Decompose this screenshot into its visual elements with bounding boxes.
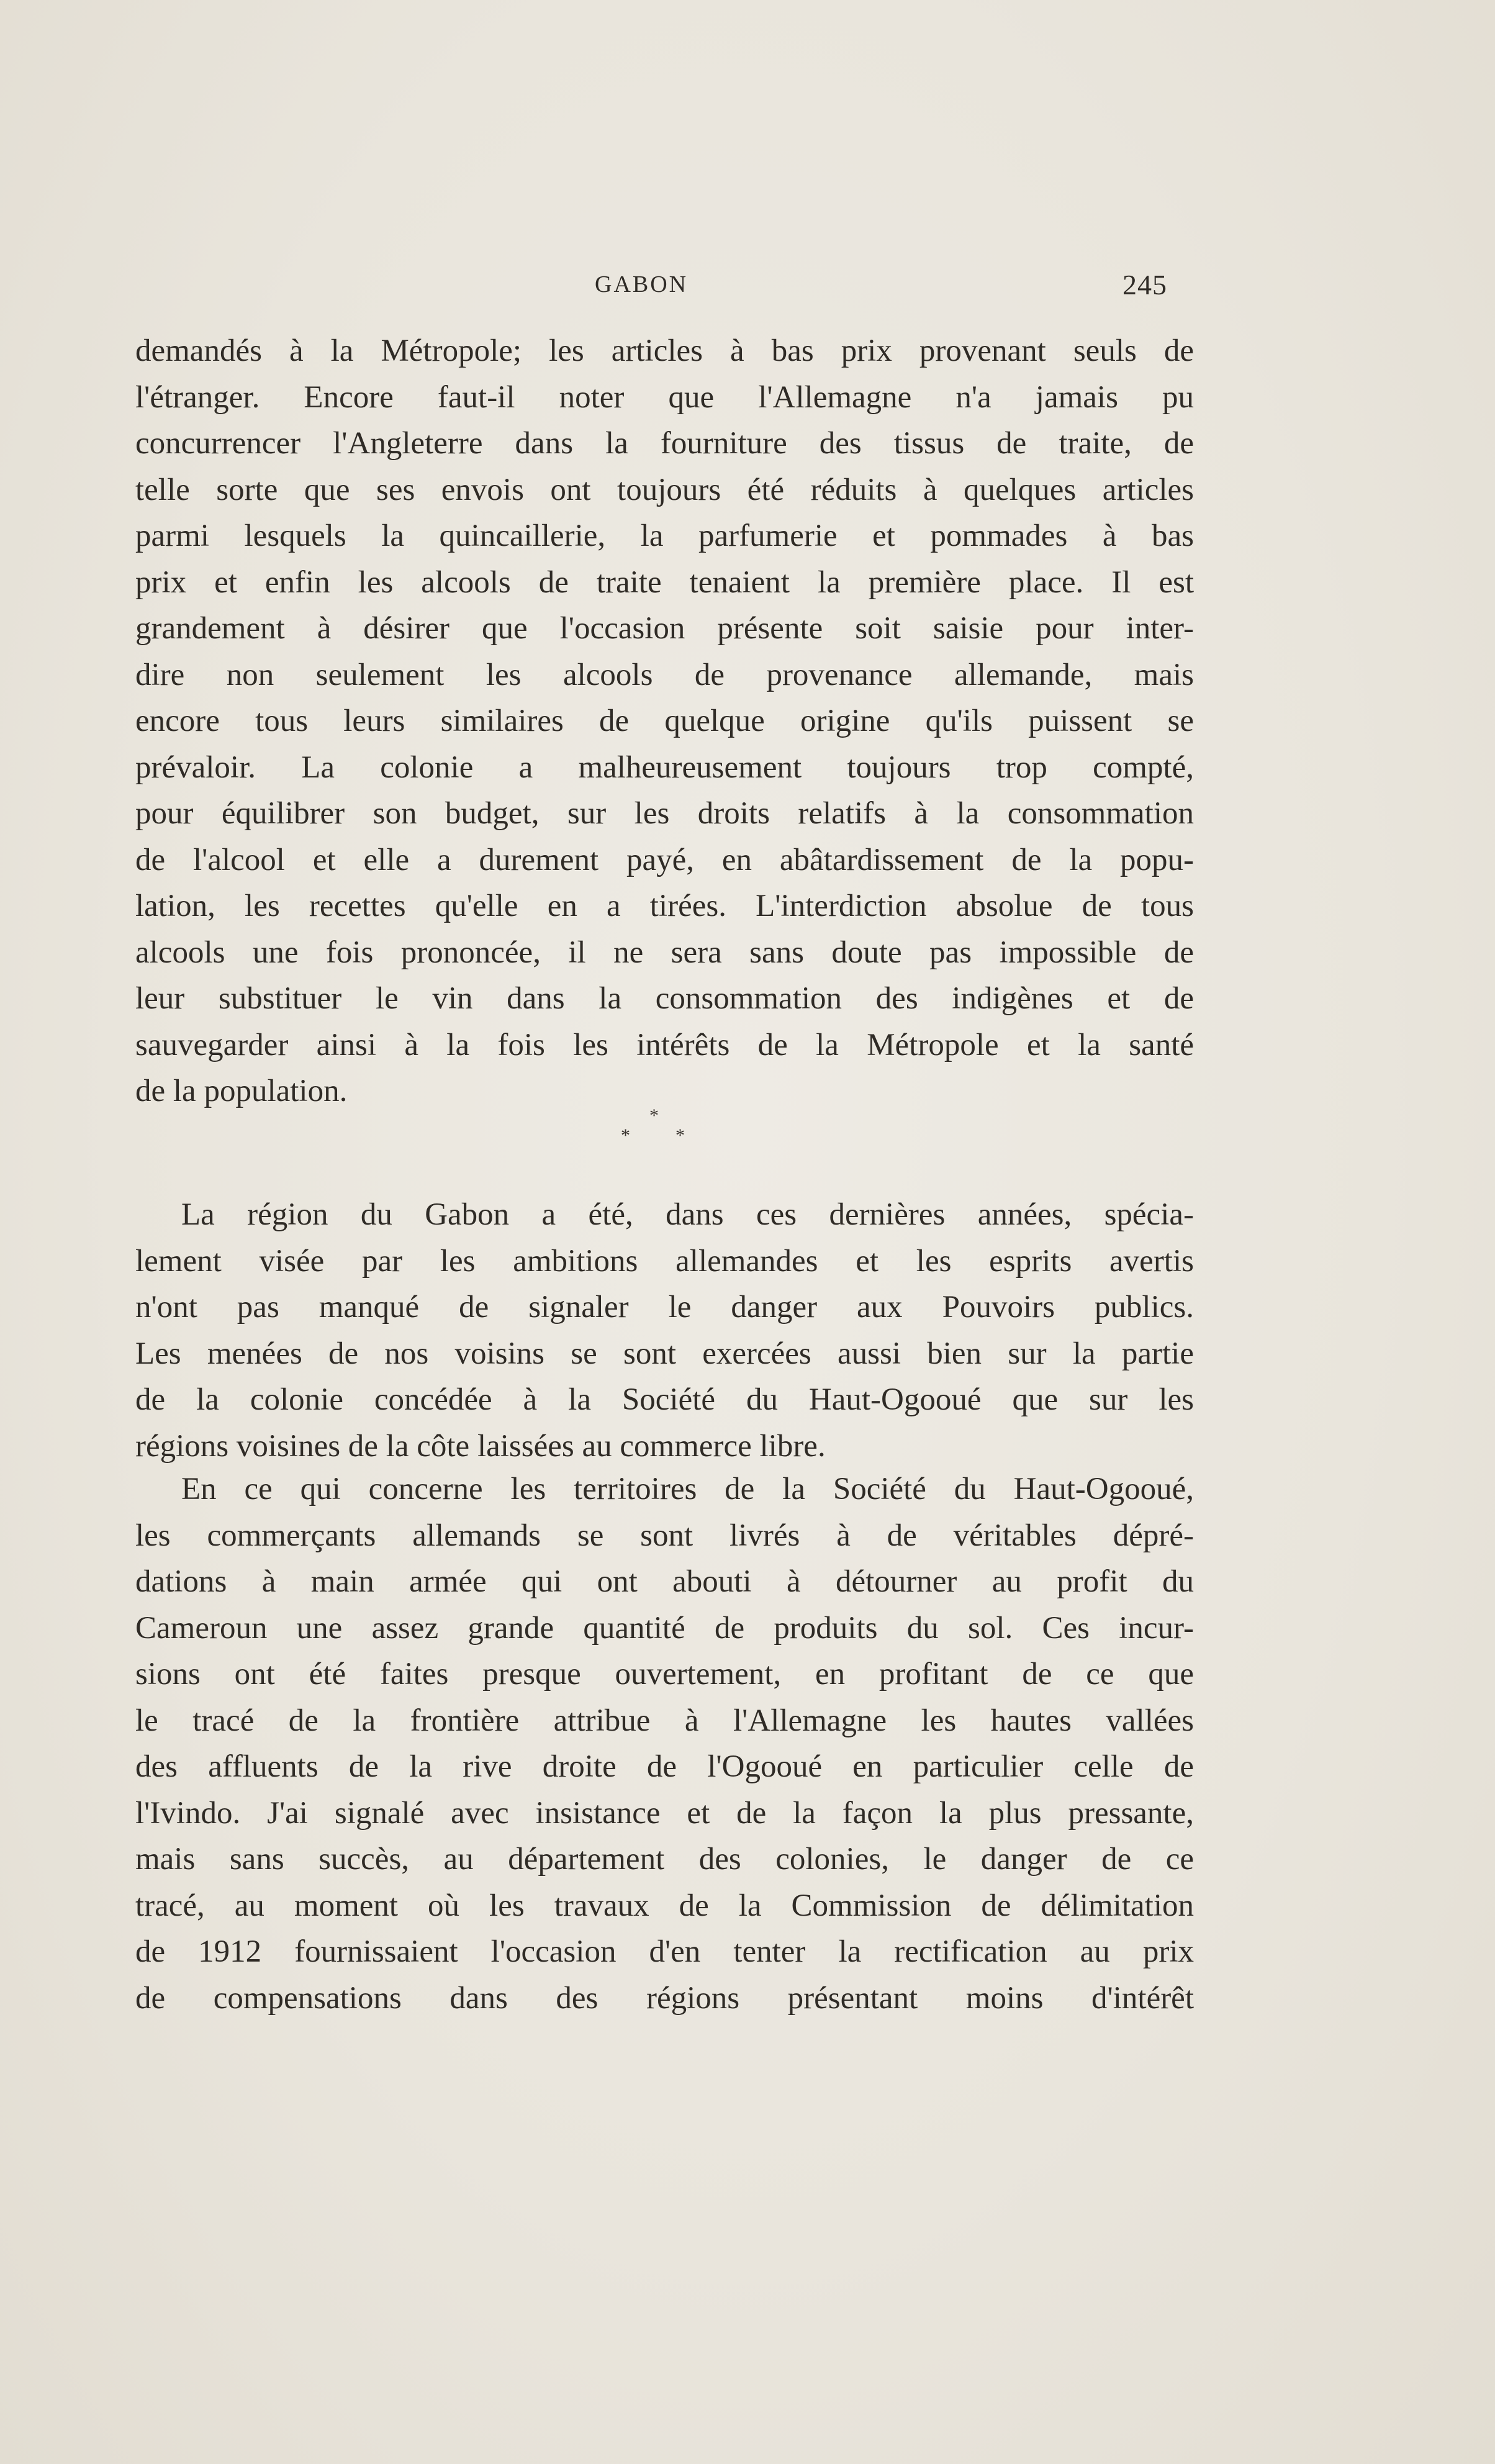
text-line: dations à main armée qui ont abouti à détourner au profit du: [135, 1564, 1194, 1599]
text-line: des affluents de la rive droite de l'Ogooué en particulier celle de: [135, 1749, 1194, 1784]
text-line: En ce qui concerne les territoires de la Société du Haut-Ogooué,: [181, 1472, 1194, 1506]
running-head: [135, 268, 1167, 306]
text-line: prix et enfin les alcools de traite tenaient la première place. Il est: [135, 564, 1194, 600]
text-line: l'étranger. Encore faut-il noter que l'Allemagne n'a jamais pu: [135, 379, 1194, 415]
text-line: de 1912 fournissaient l'occasion d'en tenter la rectification au prix: [135, 1934, 1194, 1969]
text-line: les commerçants allemands se sont livrés à de véritables dépré-: [135, 1518, 1194, 1553]
text-line: sions ont été faites presque ouvertement, en profitant de ce que: [135, 1657, 1194, 1692]
text-line: prévaloir. La colonie a malheureusement toujours trop compté,: [135, 750, 1194, 785]
text-line: n'ont pas manqué de signaler le danger aux Pouvoirs publics.: [135, 1290, 1194, 1325]
text-line: lation, les recettes qu'elle en a tirées. L'interdiction absolue de tous: [135, 889, 1194, 923]
text-line: Les menées de nos voisins se sont exercées aussi bien sur la partie: [135, 1336, 1194, 1371]
text-line: de la colonie concédée à la Société du Haut-Ogooué que sur les: [135, 1382, 1194, 1417]
paragraph-alcohol-trade: [135, 328, 1194, 1115]
page-number: 245: [1122, 269, 1167, 301]
paragraph-haut-ogooue: [135, 1466, 1194, 2021]
text-line: pour équilibrer son budget, sur les droits relatifs à la consommation: [135, 796, 1194, 831]
text-line: parmi lesquels la quincaillerie, la parfumerie et pommades à bas: [135, 519, 1194, 553]
paragraph-gabon-region: [135, 1192, 1194, 1469]
text-line: de compensations dans des régions présentant moins d'intérêt: [135, 1980, 1194, 2016]
text-line: régions voisines de la côte laissées au commerce libre.: [135, 1428, 826, 1464]
text-line: La région du Gabon a été, dans ces dernières années, spécia-: [181, 1197, 1194, 1232]
text-line: dire non seulement les alcools de provenance allemande, mais: [135, 657, 1194, 692]
text-line: grandement à désirer que l'occasion présente soit saisie pour inter-: [135, 611, 1194, 646]
text-line: alcools une fois prononcée, il ne sera sans doute pas impossible de: [135, 935, 1194, 970]
asterism-star: *: [621, 1125, 630, 1146]
asterism-star: *: [675, 1125, 685, 1146]
text-line: Cameroun une assez grande quantité de produits du sol. Ces incur-: [135, 1610, 1194, 1646]
text-line: de la population.: [135, 1074, 348, 1108]
text-line: concurrencer l'Angleterre dans la fourniture des tissus de traite, de: [135, 426, 1194, 461]
asterism-section-break: [621, 1105, 695, 1155]
text-line: le tracé de la frontière attribue à l'Allemagne les hautes vallées: [135, 1703, 1194, 1738]
asterism-star: *: [649, 1105, 659, 1126]
text-line: telle sorte que ses envois ont toujours été réduits à quelques articles: [135, 472, 1194, 507]
text-line: leur substituer le vin dans la consommation des indigènes et de: [135, 981, 1194, 1016]
text-line: demandés à la Métropole; les articles à bas prix provenant seuls de: [135, 333, 1194, 368]
text-line: encore tous leurs similaires de quelque origine qu'ils puissent se: [135, 704, 1194, 738]
text-line: tracé, au moment où les travaux de la Commission de délimitation: [135, 1888, 1194, 1923]
text-line: lement visée par les ambitions allemandes et les esprits avertis: [135, 1243, 1194, 1279]
text-line: mais sans succès, au département des colonies, le danger de ce: [135, 1842, 1194, 1877]
text-line: l'Ivindo. J'ai signalé avec insistance et de la façon la plus pressante,: [135, 1795, 1194, 1831]
running-head-title: GABON: [595, 271, 689, 297]
text-line: de l'alcool et elle a durement payé, en abâtardissement de la popu-: [135, 842, 1194, 877]
text-line: sauvegarder ainsi à la fois les intérêts de la Métropole et la santé: [135, 1027, 1194, 1062]
